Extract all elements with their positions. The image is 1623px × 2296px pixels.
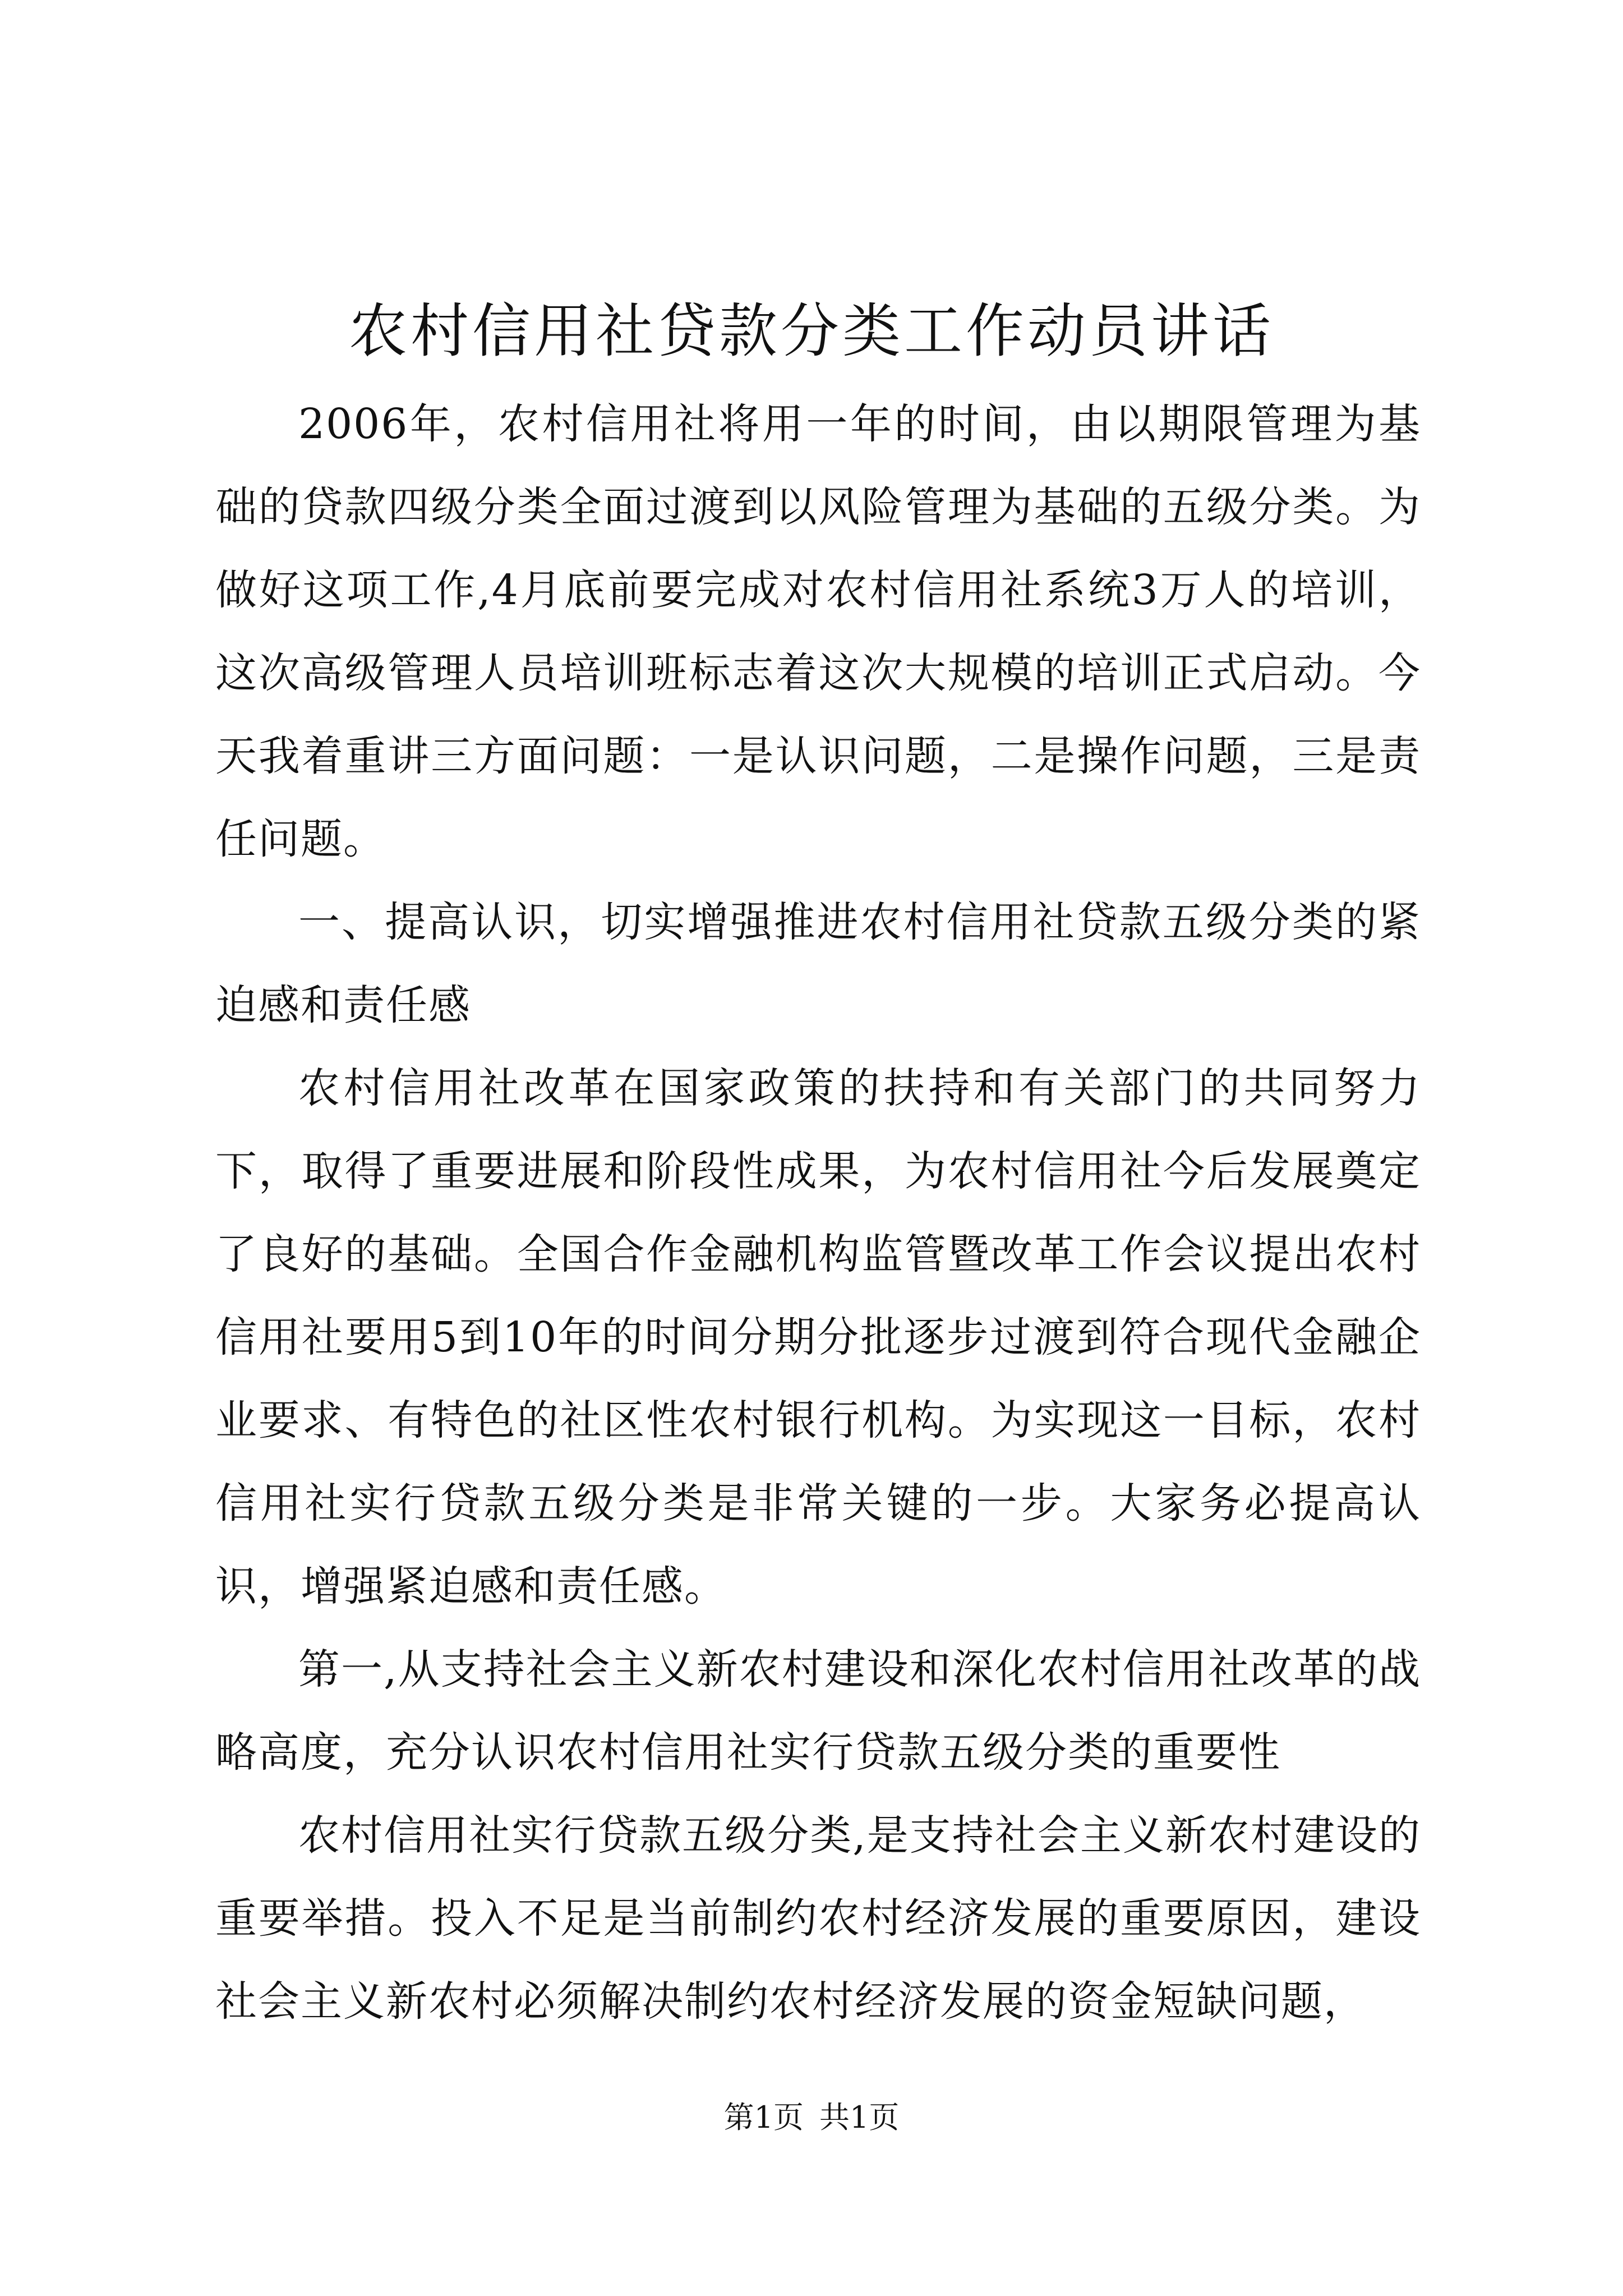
page-footer (0, 2098, 1623, 2137)
paragraph-reform: 农村信用社改革在国家政策的扶持和有关部门的共同努力下，取得了重要进展和阶段性成果，为农村信用社今后发展奠定了良好的基础。全国合作金融机构监管暨改革工作会议提出农村信用社要用5到10年的时间分期分批逐步过渡到符合现代金融企业要求、有特色的社区性农村银行机构。为实现这一目标，农村信用社实行贷款五级分类是非常关键的一步。大家务必提高认识，增强紧迫感和责任感。 (215, 1064, 1421, 1611)
paragraph-intro: 2006年，农村信用社将用一年的时间，由以期限管理为基础的贷款四级分类全面过渡到以风险管理为基础的五级分类。为做好这项工作,4月底前要完成对农村信用社系统3万人的培训，这次高级管理人员培训班标志着这次大规模的培训正式启动。今天我着重讲三方面问题：一是认识问题，二是操作问题，三是责任问题。 (215, 400, 1421, 863)
document-body (215, 383, 1421, 2043)
subheading-first: 第一,从支持社会主义新农村建设和深化农村信用社改革的战略高度，充分认识农村信用社实行贷款五级分类的重要性 (215, 1645, 1421, 1777)
page-number: 第1页 (723, 2100, 804, 2135)
page-total: 共1页 (819, 2100, 900, 2135)
section-heading-1: 一、提高认识，切实增强推进农村信用社贷款五级分类的紧迫感和责任感 (215, 898, 1421, 1029)
document-title: 农村信用社贷款分类工作动员讲话 (348, 297, 1274, 365)
paragraph-new-countryside: 农村信用社实行贷款五级分类,是支持社会主义新农村建设的重要举措。投入不足是当前制约农村经济发展的重要原因，建设社会主义新农村必须解决制约农村经济发展的资金短缺问题， (215, 1811, 1421, 2026)
